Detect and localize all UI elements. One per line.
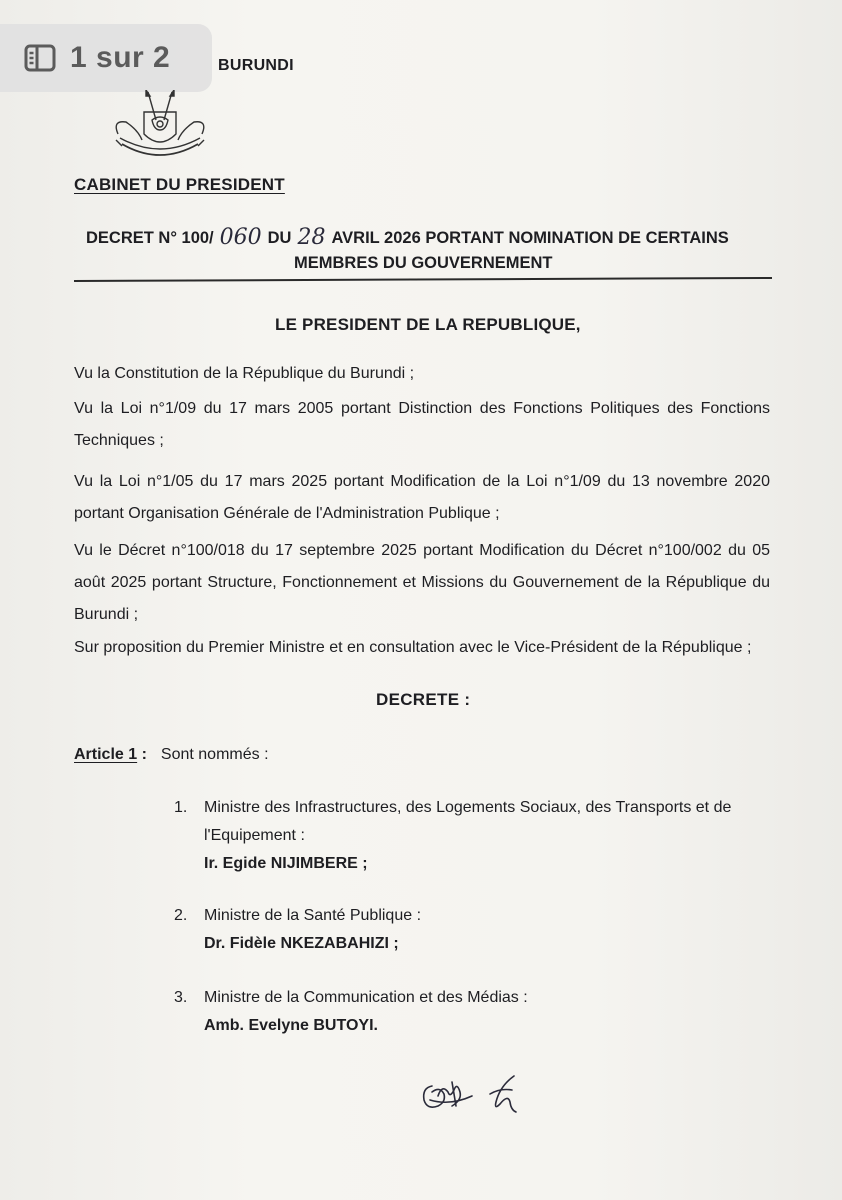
article-colon: : xyxy=(137,746,147,763)
coat-of-arms-emblem xyxy=(108,90,212,168)
decree-number-handwritten: 060 xyxy=(219,225,262,250)
decree-title-rest: AVRIL 2026 PORTANT NOMINATION DE CERTAINS xyxy=(331,229,729,247)
consideration-loi-2025: Vu la Loi n°1/05 du 17 mars 2025 portant Modification de la Loi n°1/09 du 13 novembre 2020 portant Organisation Générale de l'Administration Publique ; xyxy=(74,473,770,522)
consideration-proposition: Sur proposition du Premier Ministre et en consultation avec le Vice-Président de la République ; xyxy=(74,639,752,656)
consideration-decret-2025: Vu le Décret n°100/018 du 17 septembre 2025 portant Modification du Décret n°100/002 du 05 août 2025 portant Structure, Fonctionnement et Missions du Gouvernement de la République du Burundi ; xyxy=(74,542,770,623)
decree-title-prefix: DECRET N° 100/ xyxy=(86,229,214,247)
appointment-number: 2. xyxy=(174,907,188,924)
appointment-name: Dr. Fidèle NKEZABAHIZI ; xyxy=(204,935,399,952)
decree-title-du: DU xyxy=(267,229,292,247)
appointment-item xyxy=(174,902,734,958)
page-indicator-text: 1 sur 2 xyxy=(70,41,171,74)
appointment-name: Amb. Evelyne BUTOYI. xyxy=(204,1017,378,1034)
appointment-post: Ministre des Infrastructures, des Logements Sociaux, des Transports et de l'Equipement : xyxy=(204,799,732,844)
appointment-post: Ministre de la Communication et des Médias : xyxy=(204,989,528,1006)
consideration-constitution: Vu la Constitution de la République du Burundi ; xyxy=(74,365,415,382)
article-1 xyxy=(74,746,269,764)
page-indicator-badge[interactable] xyxy=(0,24,212,92)
appointment-item xyxy=(174,794,734,878)
country-name: BURUNDI xyxy=(218,57,294,74)
appointment-item xyxy=(174,984,734,1040)
article-label: Article 1 xyxy=(74,746,138,763)
appointment-name: Ir. Egide NIJIMBERE ; xyxy=(204,855,368,872)
president-heading: LE PRESIDENT DE LA REPUBLIQUE, xyxy=(275,315,581,334)
decree-title-line2: MEMBRES DU GOUVERNEMENT xyxy=(294,254,553,272)
appointment-number: 1. xyxy=(174,799,188,816)
book-pages-icon xyxy=(24,44,56,72)
consideration-loi-2005: Vu la Loi n°1/09 du 17 mars 2005 portant Distinction des Fonctions Politiques des Fonctions Techniques ; xyxy=(74,400,770,449)
article-text: Sont nommés : xyxy=(160,746,269,763)
initials-signature xyxy=(418,1070,522,1118)
appointment-post: Ministre de la Santé Publique : xyxy=(204,907,422,924)
decree-day-handwritten: 28 xyxy=(297,225,326,250)
cabinet-heading: CABINET DU PRESIDENT xyxy=(74,175,285,194)
title-divider xyxy=(74,277,772,282)
decree-title-line1 xyxy=(86,224,729,249)
appointment-number: 3. xyxy=(174,989,188,1006)
decrete-heading: DECRETE : xyxy=(376,690,471,709)
